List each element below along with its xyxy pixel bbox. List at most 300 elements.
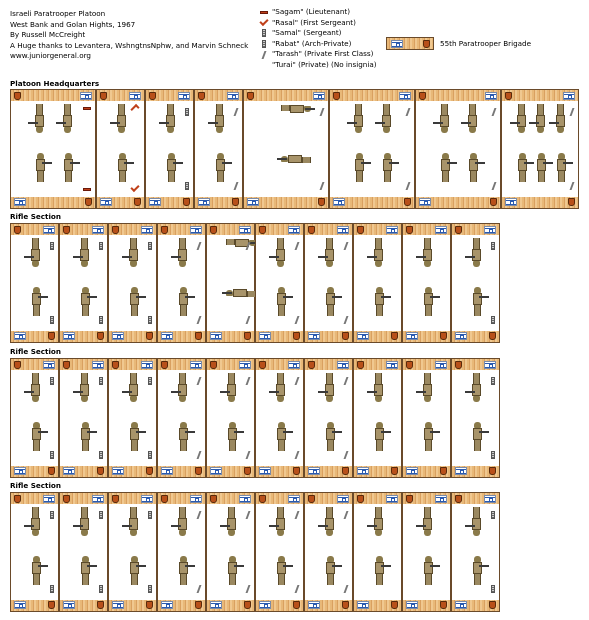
- soldier-figure: [226, 237, 256, 249]
- brigade-shield-icon: [232, 198, 239, 206]
- israel-flag-icon: [333, 198, 345, 206]
- soldier-figure: [79, 422, 91, 452]
- soldier-figure: [30, 506, 42, 536]
- israel-flag-icon: [43, 361, 55, 369]
- slash-icon: [320, 182, 325, 190]
- brigade-shield-icon: [455, 226, 462, 234]
- stripes-icon: [491, 451, 495, 459]
- israel-flag-icon: [386, 361, 398, 369]
- brigade-shield-icon: [198, 92, 205, 100]
- brigade-shield-icon: [195, 332, 202, 340]
- unit-counter: [59, 223, 108, 343]
- soldier-figure: [275, 506, 287, 536]
- slash-icon: [258, 51, 269, 59]
- unit-counter: [353, 492, 402, 612]
- soldier-figure: [471, 556, 483, 586]
- brigade-shield-icon: [357, 226, 364, 234]
- israel-flag-icon: [455, 601, 467, 609]
- soldier-figure: [422, 237, 434, 267]
- title-line: A Huge thanks to Levantera, WshngtnsNphw, and Marvin Schneck: [10, 40, 249, 50]
- brigade-shield-icon: [489, 467, 496, 475]
- israel-flag-icon: [141, 495, 153, 503]
- slash-icon: [197, 451, 202, 459]
- brigade-shield-icon: [440, 332, 447, 340]
- soldier-figure: [555, 153, 567, 183]
- soldier-figure: [226, 506, 238, 536]
- title-line: Israeli Paratrooper Platoon: [10, 9, 106, 18]
- israel-flag-icon: [190, 226, 202, 234]
- soldier-figure: [373, 287, 385, 317]
- brigade-shield-icon: [112, 361, 119, 369]
- soldier-figure: [324, 237, 336, 267]
- stripes-icon: [50, 511, 54, 519]
- legend-row: [258, 7, 377, 18]
- brigade-shield-icon: [244, 467, 251, 475]
- brigade-shield-icon: [259, 495, 266, 503]
- soldier-figure: [128, 506, 140, 536]
- soldier-figure: [373, 372, 385, 402]
- legend-label: "Sagam" (Lieutenant): [272, 7, 350, 16]
- israel-flag-icon: [337, 495, 349, 503]
- soldier-figure: [128, 422, 140, 452]
- soldier-figure: [128, 237, 140, 267]
- israel-flag-icon: [210, 332, 222, 340]
- brigade-shield-icon: [146, 467, 153, 475]
- soldier-figure: [62, 153, 74, 183]
- brigade-shield-icon: [247, 92, 254, 100]
- stripes-icon: [99, 511, 103, 519]
- slash-icon: [246, 451, 251, 459]
- israel-flag-icon: [161, 467, 173, 475]
- unit-counter: [157, 492, 206, 612]
- slash-icon: [344, 451, 349, 459]
- stripes-icon: [99, 451, 103, 459]
- brigade-shield-icon: [308, 226, 315, 234]
- brigade-shield-icon: [210, 495, 217, 503]
- rank-legend: [258, 7, 377, 71]
- soldier-figure: [62, 103, 74, 133]
- legend-row: [258, 28, 377, 39]
- unit-counter: [194, 89, 243, 209]
- brigade-shield-icon: [161, 495, 168, 503]
- israel-flag-icon: [239, 226, 251, 234]
- stripes-icon: [148, 451, 152, 459]
- soldier-figure: [516, 103, 528, 133]
- brigade-shield-icon: [259, 361, 266, 369]
- unit-counter: [255, 358, 304, 478]
- soldier-figure: [177, 506, 189, 536]
- section-title: Rifle Section: [10, 347, 61, 356]
- brigade-shield-icon: [440, 601, 447, 609]
- legend-label: "Rasal" (First Sergeant): [272, 17, 356, 27]
- soldier-figure: [34, 153, 46, 183]
- brigade-shield-icon: [146, 601, 153, 609]
- soldier-figure: [116, 153, 128, 183]
- soldier-figure: [177, 372, 189, 402]
- israel-flag-icon: [14, 332, 26, 340]
- unit-counter: [451, 358, 500, 478]
- israel-flag-icon: [406, 467, 418, 475]
- slash-icon: [197, 585, 202, 593]
- lieutenant-bar-icon: [83, 188, 91, 191]
- soldier-figure: [353, 103, 365, 133]
- brigade-shield-icon: [308, 495, 315, 503]
- unit-counter: [206, 358, 255, 478]
- soldier-figure: [116, 103, 128, 133]
- stripes-icon: [491, 377, 495, 385]
- brigade-shield-icon: [112, 226, 119, 234]
- soldier-figure: [422, 422, 434, 452]
- brigade-shield-icon: [183, 198, 190, 206]
- brigade-shield-icon: [161, 361, 168, 369]
- israel-flag-icon: [308, 601, 320, 609]
- brigade-shield-icon: [293, 467, 300, 475]
- unit-counter: [10, 89, 96, 209]
- unit-counter: [255, 223, 304, 343]
- soldier-figure: [381, 153, 393, 183]
- israel-flag-icon: [386, 495, 398, 503]
- brigade-shield-icon: [63, 495, 70, 503]
- brigade-shield-icon: [342, 332, 349, 340]
- unit-counter: [157, 223, 206, 343]
- stripes-icon: [491, 242, 495, 250]
- israel-flag-icon: [484, 495, 496, 503]
- brigade-shield-icon: [14, 495, 21, 503]
- title-line: West Bank and Golan Hights, 1967: [10, 19, 136, 29]
- unit-counter: [10, 358, 59, 478]
- soldier-figure: [165, 103, 177, 133]
- brigade-shield-icon: [244, 601, 251, 609]
- soldier-figure: [165, 153, 177, 183]
- brigade-shield-icon: [195, 467, 202, 475]
- soldier-figure: [226, 287, 256, 299]
- brigade-shield-icon: [423, 40, 430, 48]
- soldier-figure: [177, 556, 189, 586]
- soldier-figure: [30, 556, 42, 586]
- brigade-shield-icon: [490, 198, 497, 206]
- brigade-shield-icon: [293, 601, 300, 609]
- soldier-figure: [422, 506, 434, 536]
- legend-label: "Turai" (Private) (No insignia): [272, 59, 377, 69]
- brigade-shield-icon: [14, 226, 21, 234]
- israel-flag-icon: [357, 467, 369, 475]
- legend-label: "Rabat" (Arch-Private): [272, 38, 352, 48]
- unit-counter: [451, 223, 500, 343]
- israel-flag-icon: [308, 467, 320, 475]
- soldier-figure: [422, 556, 434, 586]
- unit-counter: [157, 358, 206, 478]
- legend-row: [258, 60, 377, 71]
- brigade-shield-icon: [308, 361, 315, 369]
- israel-flag-icon: [100, 198, 112, 206]
- soldier-figure: [214, 153, 226, 183]
- stripes-icon: [99, 242, 103, 250]
- soldier-figure: [555, 103, 567, 133]
- israel-flag-icon: [198, 198, 210, 206]
- unit-counter: [10, 492, 59, 612]
- unit-counter: [402, 492, 451, 612]
- stripes-icon: [148, 511, 152, 519]
- israel-flag-icon: [112, 467, 124, 475]
- soldier-figure: [177, 422, 189, 452]
- brigade-shield-icon: [293, 332, 300, 340]
- soldier-figure: [214, 103, 226, 133]
- stripes-icon: [148, 377, 152, 385]
- israel-flag-icon: [239, 495, 251, 503]
- israel-flag-icon: [288, 495, 300, 503]
- israel-flag-icon: [435, 226, 447, 234]
- lieutenant-bar-icon: [258, 11, 269, 14]
- israel-flag-icon: [178, 92, 190, 100]
- israel-flag-icon: [435, 495, 447, 503]
- soldier-figure: [275, 237, 287, 267]
- soldier-figure: [324, 556, 336, 586]
- brigade-shield-icon: [112, 495, 119, 503]
- soldier-figure: [467, 153, 479, 183]
- brigade-strip: [386, 37, 434, 50]
- unit-counter: [59, 492, 108, 612]
- unit-counter: [329, 89, 415, 209]
- slash-icon: [570, 108, 575, 116]
- soldier-figure: [177, 287, 189, 317]
- brigade-shield-icon: [333, 92, 340, 100]
- israel-flag-icon: [63, 467, 75, 475]
- slash-icon: [406, 108, 411, 116]
- brigade-shield-icon: [391, 332, 398, 340]
- soldier-figure: [353, 153, 365, 183]
- section-title: Platoon Headquarters: [10, 79, 100, 88]
- slash-icon: [295, 511, 300, 519]
- slash-icon: [246, 585, 251, 593]
- soldier-figure: [275, 287, 287, 317]
- slash-icon: [344, 316, 349, 324]
- soldier-figure: [79, 287, 91, 317]
- israel-flag-icon: [227, 92, 239, 100]
- slash-icon: [344, 511, 349, 519]
- slash-icon: [570, 182, 575, 190]
- stripes-icon: [148, 585, 152, 593]
- israel-flag-icon: [129, 92, 141, 100]
- stripes-icon: [50, 316, 54, 324]
- unit-counter: [501, 89, 579, 209]
- brigade-shield-icon: [505, 92, 512, 100]
- section-title: Rifle Section: [10, 481, 61, 490]
- soldier-figure: [30, 422, 42, 452]
- brigade-shield-icon: [97, 467, 104, 475]
- unit-counter: [451, 492, 500, 612]
- slash-icon: [197, 511, 202, 519]
- unit-counter: [108, 358, 157, 478]
- soldier-figure: [439, 153, 451, 183]
- brigade-shield-icon: [85, 198, 92, 206]
- israel-flag-icon: [210, 467, 222, 475]
- soldier-figure: [79, 237, 91, 267]
- slash-icon: [197, 316, 202, 324]
- israel-flag-icon: [406, 601, 418, 609]
- israel-flag-icon: [337, 226, 349, 234]
- brigade-shield-icon: [259, 226, 266, 234]
- brigade-label: 55th Paratrooper Brigade: [440, 39, 532, 48]
- israel-flag-icon: [80, 92, 92, 100]
- stripes-icon: [185, 108, 189, 116]
- soldier-figure: [471, 422, 483, 452]
- brigade-shield-icon: [63, 361, 70, 369]
- unit-counter: [304, 223, 353, 343]
- israel-flag-icon: [386, 226, 398, 234]
- stripes-icon: [491, 511, 495, 519]
- israel-flag-icon: [112, 601, 124, 609]
- soldier-figure: [324, 422, 336, 452]
- brigade-shield-icon: [440, 467, 447, 475]
- soldier-figure: [535, 103, 547, 133]
- brigade-shield-icon: [146, 332, 153, 340]
- slash-icon: [246, 511, 251, 519]
- israel-flag-icon: [357, 332, 369, 340]
- israel-flag-icon: [43, 226, 55, 234]
- israel-flag-icon: [92, 226, 104, 234]
- soldier-figure: [422, 287, 434, 317]
- israel-flag-icon: [259, 601, 271, 609]
- israel-flag-icon: [391, 40, 403, 48]
- israel-flag-icon: [484, 361, 496, 369]
- stripes-icon: [99, 316, 103, 324]
- slash-icon: [295, 242, 300, 250]
- israel-flag-icon: [161, 332, 173, 340]
- israel-flag-icon: [455, 332, 467, 340]
- title-line: www.juniorgeneral.org: [10, 51, 91, 61]
- slash-icon: [344, 377, 349, 385]
- soldier-figure: [177, 237, 189, 267]
- unit-counter: [353, 223, 402, 343]
- stripes-icon: [258, 29, 269, 37]
- brigade-shield-icon: [489, 332, 496, 340]
- soldier-figure: [281, 153, 311, 165]
- brigade-shield-icon: [357, 495, 364, 503]
- soldier-figure: [79, 372, 91, 402]
- slash-icon: [295, 585, 300, 593]
- israel-flag-icon: [247, 198, 259, 206]
- section-title: Rifle Section: [10, 212, 61, 221]
- soldier-figure: [275, 556, 287, 586]
- slash-icon: [344, 242, 349, 250]
- israel-flag-icon: [63, 332, 75, 340]
- legend-row: [258, 18, 377, 29]
- unit-counter: [108, 492, 157, 612]
- soldier-figure: [30, 287, 42, 317]
- soldier-figure: [467, 103, 479, 133]
- soldier-figure: [422, 372, 434, 402]
- soldier-figure: [30, 372, 42, 402]
- israel-flag-icon: [210, 601, 222, 609]
- brigade-shield-icon: [195, 601, 202, 609]
- slash-icon: [344, 585, 349, 593]
- brigade-shield-icon: [134, 198, 141, 206]
- israel-flag-icon: [92, 495, 104, 503]
- brigade-shield-icon: [14, 92, 21, 100]
- israel-flag-icon: [563, 92, 575, 100]
- title-block: [10, 9, 248, 62]
- israel-flag-icon: [43, 495, 55, 503]
- unit-counter: [402, 358, 451, 478]
- soldier-figure: [281, 103, 311, 115]
- israel-flag-icon: [406, 332, 418, 340]
- unit-counter: [304, 358, 353, 478]
- brigade-shield-icon: [149, 92, 156, 100]
- brigade-shield-icon: [419, 92, 426, 100]
- israel-flag-icon: [505, 198, 517, 206]
- stripes-icon: [258, 40, 269, 48]
- stripes-icon: [148, 316, 152, 324]
- slash-icon: [234, 182, 239, 190]
- unit-counter: [145, 89, 194, 209]
- brigade-shield-icon: [357, 361, 364, 369]
- soldier-figure: [30, 237, 42, 267]
- unit-counter: [59, 358, 108, 478]
- brigade-shield-icon: [455, 361, 462, 369]
- soldier-figure: [128, 287, 140, 317]
- soldier-figure: [324, 372, 336, 402]
- soldier-figure: [275, 372, 287, 402]
- stripes-icon: [50, 377, 54, 385]
- israel-flag-icon: [190, 361, 202, 369]
- brigade-shield-icon: [391, 467, 398, 475]
- slash-icon: [492, 182, 497, 190]
- soldier-figure: [471, 287, 483, 317]
- brigade-shield-icon: [342, 467, 349, 475]
- brigade-shield-icon: [48, 467, 55, 475]
- israel-flag-icon: [288, 226, 300, 234]
- unit-counter: [402, 223, 451, 343]
- israel-flag-icon: [484, 226, 496, 234]
- slash-icon: [197, 377, 202, 385]
- soldier-figure: [324, 506, 336, 536]
- stripes-icon: [148, 242, 152, 250]
- unit-counter: [353, 358, 402, 478]
- brigade-shield-icon: [406, 226, 413, 234]
- brigade-shield-icon: [63, 226, 70, 234]
- unit-counter: [206, 223, 255, 343]
- soldier-figure: [275, 422, 287, 452]
- slash-icon: [295, 451, 300, 459]
- stripes-icon: [491, 316, 495, 324]
- brigade-legend: [386, 37, 531, 50]
- israel-flag-icon: [112, 332, 124, 340]
- slash-icon: [246, 316, 251, 324]
- soldier-figure: [79, 556, 91, 586]
- unit-counter: [206, 492, 255, 612]
- brigade-shield-icon: [210, 226, 217, 234]
- brigade-shield-icon: [489, 601, 496, 609]
- brigade-shield-icon: [318, 198, 325, 206]
- slash-icon: [246, 377, 251, 385]
- israel-flag-icon: [455, 467, 467, 475]
- slash-icon: [197, 242, 202, 250]
- israel-flag-icon: [149, 198, 161, 206]
- israel-flag-icon: [419, 198, 431, 206]
- slash-icon: [234, 108, 239, 116]
- stripes-icon: [185, 182, 189, 190]
- unit-counter: [255, 492, 304, 612]
- soldier-figure: [373, 556, 385, 586]
- soldier-figure: [471, 372, 483, 402]
- brigade-shield-icon: [404, 198, 411, 206]
- israel-flag-icon: [357, 601, 369, 609]
- soldier-figure: [373, 506, 385, 536]
- brigade-shield-icon: [568, 198, 575, 206]
- stripes-icon: [491, 585, 495, 593]
- israel-flag-icon: [14, 601, 26, 609]
- israel-flag-icon: [288, 361, 300, 369]
